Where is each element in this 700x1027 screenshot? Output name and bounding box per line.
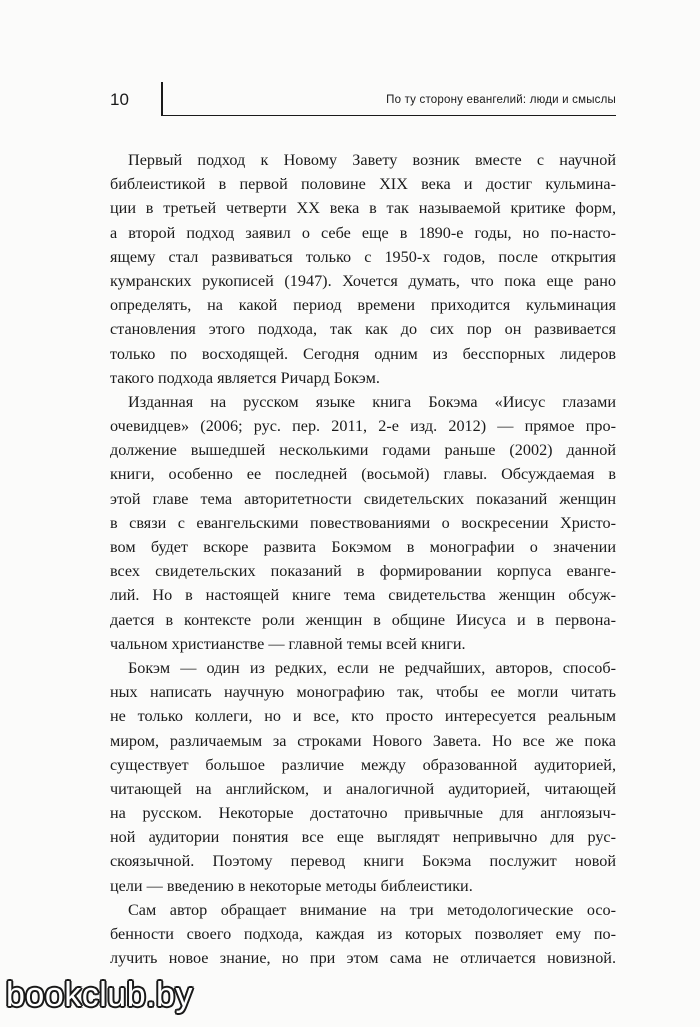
text-line: ящему стал развиваться только с 1950-х годов, после открытия — [110, 247, 616, 266]
text-line: существует большое различие между образованной аудиторией, — [110, 755, 616, 774]
paragraph — [110, 656, 616, 898]
text-line: Бокэм — один из редких, если не редчайших, авторов, способ- — [128, 658, 616, 677]
text-line: кумранских рукописей (1947). Хочется думать, что пока еще рано — [110, 271, 616, 290]
text-line: очевидцев» (2006; рус. пер. 2011, 2-е изд. 2012) — прямое про- — [110, 417, 616, 436]
text-line: ной аудитории понятия все еще выглядят непривычно для рус- — [110, 828, 616, 847]
text-line: лий. Но в настоящей книге тема свидетельства женщин обсуж- — [110, 586, 616, 605]
text-line: на русском. Некоторые достаточно привычные для англоязыч- — [110, 804, 616, 823]
text-line: ных написать научную монографию так, чтобы ее могли читать — [110, 683, 616, 702]
paragraph — [110, 898, 616, 971]
paragraph — [110, 390, 616, 656]
text-line: библеистикой в первой половине XIX века и достиг кульмина- — [110, 175, 616, 194]
text-line: всех свидетельских показаний в формировании корпуса еванге- — [110, 562, 616, 581]
text-line: такого подхода является Ричард Бокэм. — [110, 368, 380, 387]
text-line: книги, особенно ее последней (восьмой) главы. Обсуждаемая в — [110, 465, 616, 484]
text-line: читающей на английском, и аналогичной аудиторией, читающей — [110, 779, 616, 798]
paragraph — [110, 148, 616, 390]
text-line: лучить новое знание, но при этом сама не отличается новизной. — [110, 949, 616, 968]
text-line: Первый подход к Новому Завету возник вместе с научной — [128, 151, 616, 169]
text-line: а второй подход заявил о себе еще в 1890-е годы, но по-насто- — [110, 223, 616, 242]
text-line: ции в третьей четверти XX века в так называемой критике форм, — [110, 199, 616, 218]
body-text — [110, 148, 616, 970]
text-line: скоязычной. Поэтому перевод книги Бокэма послужит новой — [110, 852, 616, 871]
page-number: 10 — [110, 90, 129, 109]
text-line: в связи с евангельскими повествованиями о воскресении Христо- — [110, 513, 616, 532]
text-line: Изданная на русском языке книга Бокэма «Иисус глазами — [128, 392, 616, 411]
text-line: миром, различаемым за строками Нового Завета. Но все же пока — [110, 731, 616, 750]
page-header — [110, 88, 616, 118]
text-line: Сам автор обращает внимание на три методологические осо- — [128, 900, 616, 919]
text-line: цели — введению в некоторые методы библеистики. — [110, 876, 473, 895]
header-vertical-rule — [161, 82, 163, 116]
running-title: По ту сторону евангелий: люди и смыслы — [386, 94, 616, 106]
text-line: определять, на какой период времени приходится кульминация — [110, 296, 616, 315]
text-line: этой главе тема авторитетности свидетельских показаний женщин — [110, 489, 616, 508]
text-line: бенности своего подхода, каждая из которых позволяет ему по- — [110, 925, 616, 943]
text-line: не только коллеги, но и все, кто просто интересуется реальным — [110, 707, 616, 726]
text-line: становления этого подхода, так как до сих пор он развивается — [110, 320, 616, 339]
text-line: только по восходящей. Сегодня одним из бесспорных лидеров — [110, 344, 616, 363]
text-line: дается в контексте роли женщин в общине Иисуса и в первона- — [110, 610, 616, 629]
text-line: чальном христианстве — главной темы всей книги. — [110, 634, 466, 653]
watermark: bookclub.by — [6, 976, 193, 1014]
header-horizontal-rule — [162, 115, 616, 116]
text-line: должение вышедшей несколькими годами раньше (2002) данной — [110, 441, 616, 460]
text-line: вом будет вскоре развита Бокэмом в монографии о значении — [110, 538, 616, 556]
